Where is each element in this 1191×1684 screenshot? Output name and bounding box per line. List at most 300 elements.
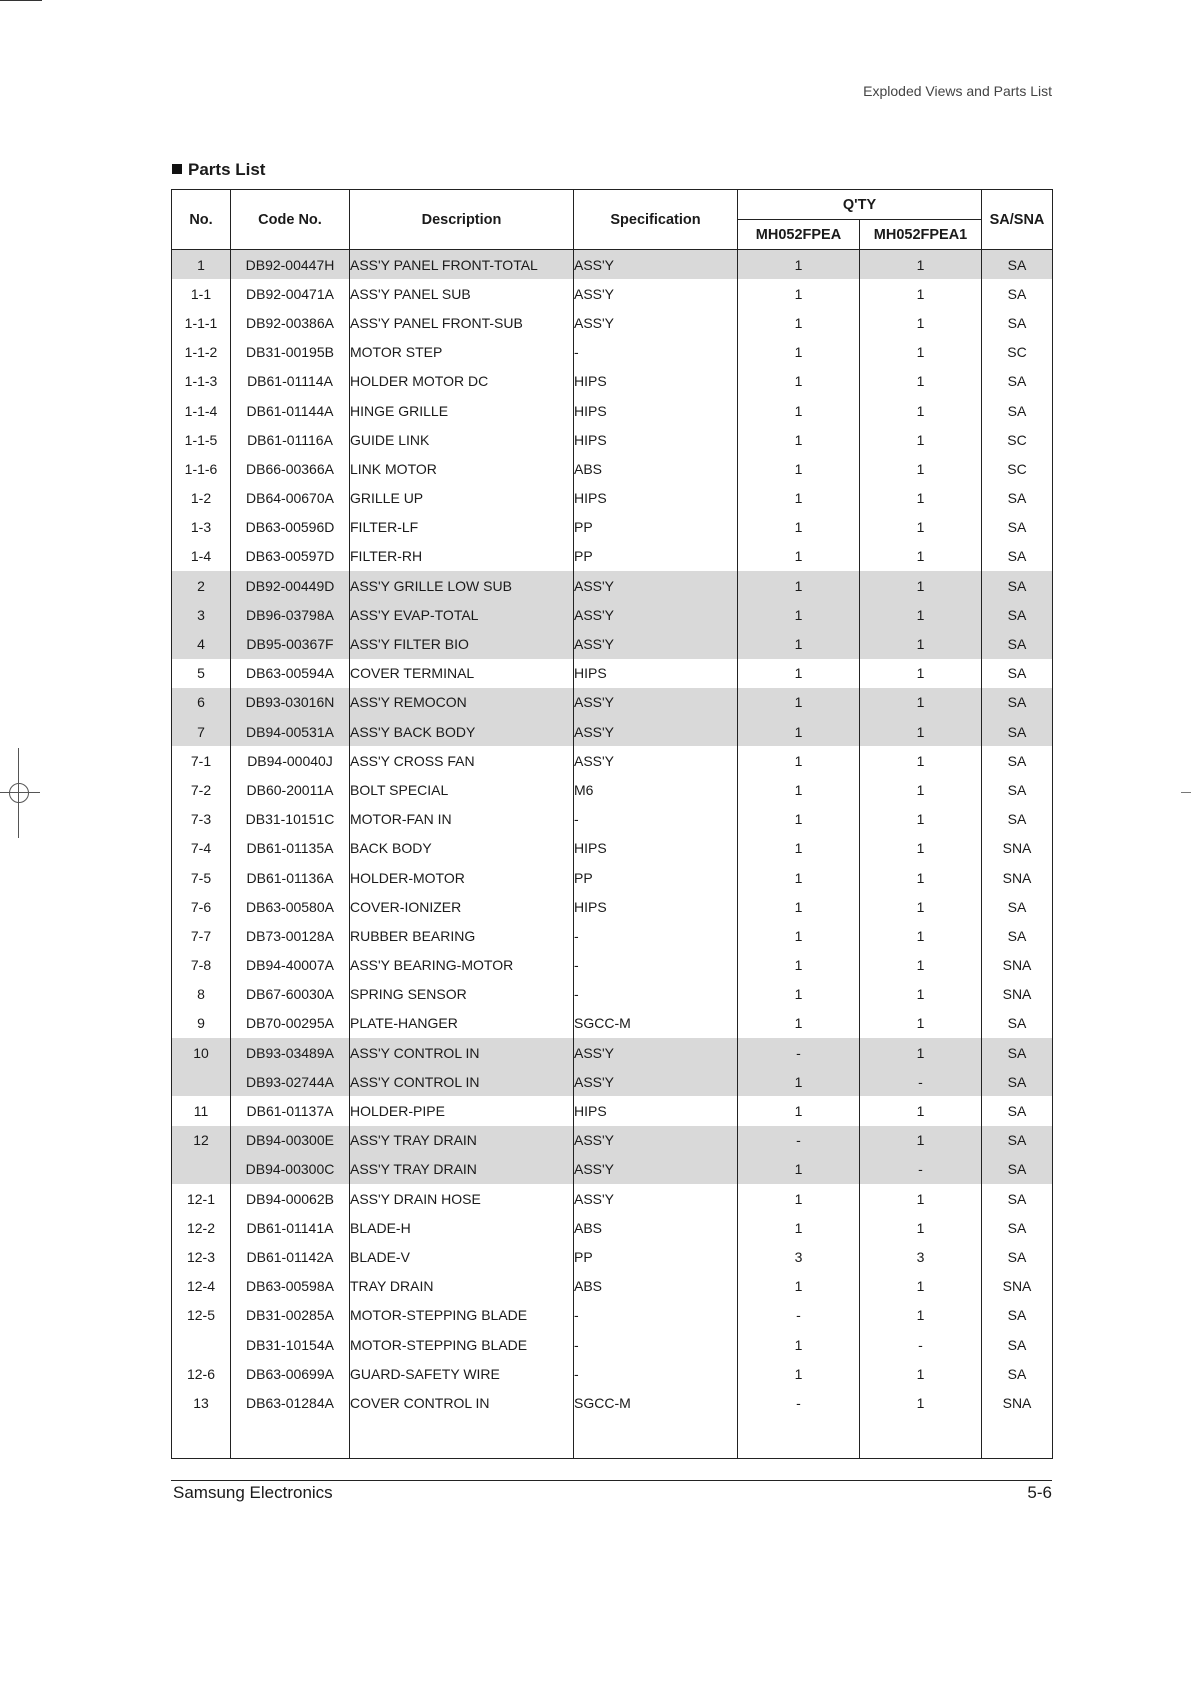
cell-specification: ASS'Y: [574, 746, 738, 775]
cell-qty-model-2: 1: [860, 367, 982, 396]
cell-qty-model-1: 1: [738, 367, 860, 396]
table-row: [172, 688, 1053, 717]
cell-specification: M6: [574, 775, 738, 804]
table-row: [172, 746, 1053, 775]
cell-code: DB31-00285A: [231, 1301, 350, 1330]
table-row: [172, 834, 1053, 863]
cell-sa-sna: SA: [982, 1155, 1053, 1184]
table-row: [172, 1038, 1053, 1067]
table-row: [172, 892, 1053, 921]
cell-qty-model-2: 1: [860, 834, 982, 863]
cell-no: 1: [172, 250, 231, 280]
cell-specification: HIPS: [574, 1096, 738, 1125]
cell-specification: -: [574, 980, 738, 1009]
cell-description: FILTER-LF: [350, 513, 574, 542]
cell-specification: ASS'Y: [574, 688, 738, 717]
cell-specification: PP: [574, 1242, 738, 1271]
cell-qty-model-2: 1: [860, 688, 982, 717]
cell-qty-model-1: 1: [738, 834, 860, 863]
cell-code: DB64-00670A: [231, 484, 350, 513]
cell-specification: HIPS: [574, 484, 738, 513]
cell-specification: -: [574, 805, 738, 834]
cell-description: SPRING SENSOR: [350, 980, 574, 1009]
cell-no: 1-1-3: [172, 367, 231, 396]
cell-specification: HIPS: [574, 425, 738, 454]
cell-specification: HIPS: [574, 367, 738, 396]
header-code: Code No.: [231, 190, 350, 250]
cell-sa-sna: SA: [982, 805, 1053, 834]
cell-specification: ASS'Y: [574, 279, 738, 308]
table-row: [172, 367, 1053, 396]
cell-no: [172, 1067, 231, 1096]
cell-qty-model-2: -: [860, 1067, 982, 1096]
cell-sa-sna: SA: [982, 1359, 1053, 1388]
table-row: [172, 1126, 1053, 1155]
cell-description: COVER-IONIZER: [350, 892, 574, 921]
cell-sa-sna: SA: [982, 775, 1053, 804]
cell-description: MOTOR-STEPPING BLADE: [350, 1301, 574, 1330]
cell-qty-model-2: 1: [860, 1388, 982, 1417]
cell-description: GUIDE LINK: [350, 425, 574, 454]
cell-code: DB95-00367F: [231, 629, 350, 658]
cell-qty-model-2: 1: [860, 542, 982, 571]
cell-sa-sna: SNA: [982, 1388, 1053, 1417]
header-model-1: MH052FPEA: [738, 220, 860, 250]
cell-description: ASS'Y CROSS FAN: [350, 746, 574, 775]
cell-qty-model-2: 1: [860, 951, 982, 980]
cell-qty-model-1: 1: [738, 1272, 860, 1301]
cell-description: ASS'Y DRAIN HOSE: [350, 1184, 574, 1213]
cell-code: DB94-00300E: [231, 1126, 350, 1155]
cell-qty-model-1: 1: [738, 629, 860, 658]
crop-mark: [0, 0, 42, 1]
cell-no: 1-1-1: [172, 308, 231, 337]
cell-specification: -: [574, 921, 738, 950]
cell-specification: HIPS: [574, 892, 738, 921]
empty-cell: [860, 1418, 982, 1459]
cell-sa-sna: SC: [982, 425, 1053, 454]
cell-qty-model-1: 1: [738, 951, 860, 980]
cell-qty-model-1: 1: [738, 425, 860, 454]
cell-qty-model-2: 1: [860, 1359, 982, 1388]
cell-code: DB94-00300C: [231, 1155, 350, 1184]
cell-sa-sna: SNA: [982, 951, 1053, 980]
cell-no: 1-2: [172, 484, 231, 513]
running-header: Exploded Views and Parts List: [863, 83, 1052, 99]
table-row: [172, 805, 1053, 834]
cell-qty-model-1: 1: [738, 805, 860, 834]
page-number: 5-6: [1027, 1483, 1052, 1502]
section-title: [172, 160, 265, 180]
cell-qty-model-1: 1: [738, 279, 860, 308]
cell-no: 1-1-5: [172, 425, 231, 454]
cell-qty-model-1: 1: [738, 338, 860, 367]
cell-description: BLADE-V: [350, 1242, 574, 1271]
cell-no: 12-2: [172, 1213, 231, 1242]
table-row: [172, 1272, 1053, 1301]
cell-description: ASS'Y REMOCON: [350, 688, 574, 717]
cell-code: DB94-00040J: [231, 746, 350, 775]
cell-qty-model-2: 1: [860, 1038, 982, 1067]
cell-description: ASS'Y BACK BODY: [350, 717, 574, 746]
cell-sa-sna: SA: [982, 513, 1053, 542]
table-row: [172, 308, 1053, 337]
cell-sa-sna: SA: [982, 1009, 1053, 1038]
cell-sa-sna: SA: [982, 542, 1053, 571]
empty-cell: [172, 1418, 231, 1459]
cell-qty-model-2: -: [860, 1330, 982, 1359]
table-row: [172, 1155, 1053, 1184]
cell-qty-model-1: 1: [738, 921, 860, 950]
table-row: [172, 863, 1053, 892]
cell-qty-model-2: 1: [860, 717, 982, 746]
header-model-2: MH052FPEA1: [860, 220, 982, 250]
cell-qty-model-1: 1: [738, 688, 860, 717]
cell-sa-sna: SNA: [982, 1272, 1053, 1301]
cell-qty-model-2: 1: [860, 1213, 982, 1242]
registration-tick: [1181, 792, 1191, 793]
cell-no: 7-1: [172, 746, 231, 775]
cell-code: DB61-01116A: [231, 425, 350, 454]
cell-code: DB60-20011A: [231, 775, 350, 804]
empty-cell: [574, 1418, 738, 1459]
cell-code: DB61-01144A: [231, 396, 350, 425]
cell-qty-model-1: 1: [738, 308, 860, 337]
cell-code: DB61-01136A: [231, 863, 350, 892]
cell-code: DB63-00594A: [231, 659, 350, 688]
cell-qty-model-1: 1: [738, 571, 860, 600]
cell-sa-sna: SA: [982, 746, 1053, 775]
table-row: [172, 1242, 1053, 1271]
cell-no: 7-3: [172, 805, 231, 834]
cell-description: RUBBER BEARING: [350, 921, 574, 950]
cell-description: GUARD-SAFETY WIRE: [350, 1359, 574, 1388]
cell-no: 1-4: [172, 542, 231, 571]
cell-no: 12-6: [172, 1359, 231, 1388]
table-row: [172, 921, 1053, 950]
cell-qty-model-2: 1: [860, 250, 982, 280]
cell-qty-model-1: 1: [738, 775, 860, 804]
cell-qty-model-1: 1: [738, 454, 860, 483]
cell-description: FILTER-RH: [350, 542, 574, 571]
header-specification: Specification: [574, 190, 738, 250]
cell-no: 12-4: [172, 1272, 231, 1301]
cell-no: 7-6: [172, 892, 231, 921]
cell-sa-sna: SA: [982, 1184, 1053, 1213]
cell-code: DB66-00366A: [231, 454, 350, 483]
cell-description: TRAY DRAIN: [350, 1272, 574, 1301]
cell-qty-model-1: -: [738, 1126, 860, 1155]
cell-description: HOLDER-MOTOR: [350, 863, 574, 892]
cell-specification: ASS'Y: [574, 1126, 738, 1155]
cell-sa-sna: SNA: [982, 834, 1053, 863]
cell-qty-model-2: 3: [860, 1242, 982, 1271]
cell-specification: PP: [574, 513, 738, 542]
cell-qty-model-2: 1: [860, 425, 982, 454]
cell-sa-sna: SA: [982, 1067, 1053, 1096]
table-row: [172, 1213, 1053, 1242]
cell-qty-model-2: 1: [860, 396, 982, 425]
cell-qty-model-1: -: [738, 1038, 860, 1067]
cell-description: ASS'Y TRAY DRAIN: [350, 1155, 574, 1184]
cell-description: ASS'Y EVAP-TOTAL: [350, 600, 574, 629]
cell-sa-sna: SA: [982, 1301, 1053, 1330]
cell-specification: HIPS: [574, 834, 738, 863]
cell-specification: -: [574, 1301, 738, 1330]
cell-no: 12: [172, 1126, 231, 1155]
table-row: [172, 1184, 1053, 1213]
parts-table: [171, 189, 1053, 1459]
cell-qty-model-2: 1: [860, 1009, 982, 1038]
cell-code: DB94-00062B: [231, 1184, 350, 1213]
cell-qty-model-2: 1: [860, 980, 982, 1009]
cell-no: 12-5: [172, 1301, 231, 1330]
table-row: [172, 425, 1053, 454]
table-row: [172, 629, 1053, 658]
table-row: [172, 1388, 1053, 1417]
cell-specification: ASS'Y: [574, 717, 738, 746]
cell-code: DB94-00531A: [231, 717, 350, 746]
table-row: [172, 571, 1053, 600]
cell-qty-model-2: 1: [860, 308, 982, 337]
cell-code: DB63-01284A: [231, 1388, 350, 1417]
cell-qty-model-1: 1: [738, 513, 860, 542]
cell-code: DB70-00295A: [231, 1009, 350, 1038]
cell-specification: ASS'Y: [574, 1067, 738, 1096]
cell-qty-model-2: 1: [860, 863, 982, 892]
cell-description: ASS'Y PANEL SUB: [350, 279, 574, 308]
cell-description: MOTOR-FAN IN: [350, 805, 574, 834]
cell-qty-model-1: 1: [738, 1330, 860, 1359]
cell-description: LINK MOTOR: [350, 454, 574, 483]
registration-mark-icon: [0, 748, 40, 838]
cell-no: 1-3: [172, 513, 231, 542]
cell-sa-sna: SA: [982, 1330, 1053, 1359]
cell-qty-model-1: 1: [738, 396, 860, 425]
cell-code: DB93-03489A: [231, 1038, 350, 1067]
cell-description: PLATE-HANGER: [350, 1009, 574, 1038]
cell-specification: ASS'Y: [574, 1155, 738, 1184]
cell-sa-sna: SA: [982, 571, 1053, 600]
cell-specification: SGCC-M: [574, 1388, 738, 1417]
cell-description: ASS'Y PANEL FRONT-TOTAL: [350, 250, 574, 280]
header-sa-sna: SA/SNA: [982, 190, 1053, 250]
cell-description: BACK BODY: [350, 834, 574, 863]
cell-sa-sna: SC: [982, 338, 1053, 367]
footer-company: Samsung Electronics: [173, 1483, 333, 1502]
cell-code: DB93-02744A: [231, 1067, 350, 1096]
cell-sa-sna: SA: [982, 484, 1053, 513]
empty-cell: [982, 1418, 1053, 1459]
cell-description: HINGE GRILLE: [350, 396, 574, 425]
cell-qty-model-1: -: [738, 1301, 860, 1330]
cell-qty-model-2: 1: [860, 513, 982, 542]
cell-qty-model-2: 1: [860, 454, 982, 483]
cell-qty-model-1: 1: [738, 1213, 860, 1242]
table-row: [172, 542, 1053, 571]
table-row: [172, 396, 1053, 425]
cell-specification: PP: [574, 863, 738, 892]
cell-specification: -: [574, 1330, 738, 1359]
table-row: [172, 338, 1053, 367]
header-no: No.: [172, 190, 231, 250]
cell-specification: ASS'Y: [574, 1038, 738, 1067]
cell-code: DB67-60030A: [231, 980, 350, 1009]
cell-specification: ASS'Y: [574, 250, 738, 280]
table-row: [172, 1067, 1053, 1096]
cell-no: [172, 1330, 231, 1359]
table-row: [172, 279, 1053, 308]
cell-qty-model-2: 1: [860, 484, 982, 513]
cell-code: DB63-00597D: [231, 542, 350, 571]
parts-table-header: [172, 190, 1053, 250]
table-row: [172, 1359, 1053, 1388]
parts-table-body: [172, 250, 1053, 1459]
cell-no: 9: [172, 1009, 231, 1038]
table-row: [172, 951, 1053, 980]
section-title-text: Parts List: [188, 160, 266, 179]
table-row: [172, 454, 1053, 483]
cell-no: 12-3: [172, 1242, 231, 1271]
cell-sa-sna: SA: [982, 279, 1053, 308]
cell-description: GRILLE UP: [350, 484, 574, 513]
square-bullet-icon: [172, 164, 182, 174]
cell-no: 7-5: [172, 863, 231, 892]
cell-specification: SGCC-M: [574, 1009, 738, 1038]
cell-code: DB92-00386A: [231, 308, 350, 337]
cell-no: 1-1-2: [172, 338, 231, 367]
cell-qty-model-1: 1: [738, 746, 860, 775]
cell-qty-model-2: 1: [860, 279, 982, 308]
cell-no: 2: [172, 571, 231, 600]
cell-qty-model-2: 1: [860, 338, 982, 367]
cell-specification: -: [574, 338, 738, 367]
table-row: [172, 659, 1053, 688]
cell-sa-sna: SA: [982, 367, 1053, 396]
cell-qty-model-1: 1: [738, 1359, 860, 1388]
cell-qty-model-2: 1: [860, 629, 982, 658]
cell-description: HOLDER MOTOR DC: [350, 367, 574, 396]
table-row: [172, 513, 1053, 542]
cell-sa-sna: SA: [982, 1213, 1053, 1242]
cell-specification: ASS'Y: [574, 308, 738, 337]
table-filler-row: [172, 1418, 1053, 1459]
cell-description: MOTOR-STEPPING BLADE: [350, 1330, 574, 1359]
cell-no: 7: [172, 717, 231, 746]
cell-qty-model-1: 1: [738, 250, 860, 280]
cell-qty-model-1: 1: [738, 1155, 860, 1184]
header-qty: Q'TY: [738, 190, 982, 220]
cell-sa-sna: SA: [982, 688, 1053, 717]
cell-specification: ABS: [574, 1213, 738, 1242]
cell-qty-model-1: 1: [738, 1184, 860, 1213]
cell-qty-model-1: 1: [738, 717, 860, 746]
cell-qty-model-2: 1: [860, 1184, 982, 1213]
cell-no: 10: [172, 1038, 231, 1067]
cell-code: DB92-00449D: [231, 571, 350, 600]
table-row: [172, 250, 1053, 280]
cell-description: BOLT SPECIAL: [350, 775, 574, 804]
cell-no: 5: [172, 659, 231, 688]
cell-code: DB61-01137A: [231, 1096, 350, 1125]
cell-specification: ABS: [574, 1272, 738, 1301]
cell-sa-sna: SNA: [982, 863, 1053, 892]
cell-specification: -: [574, 1359, 738, 1388]
cell-qty-model-2: 1: [860, 659, 982, 688]
cell-no: 4: [172, 629, 231, 658]
cell-qty-model-1: 1: [738, 600, 860, 629]
cell-code: DB63-00699A: [231, 1359, 350, 1388]
cell-description: ASS'Y PANEL FRONT-SUB: [350, 308, 574, 337]
cell-qty-model-1: 1: [738, 484, 860, 513]
table-row: [172, 484, 1053, 513]
cell-sa-sna: SA: [982, 600, 1053, 629]
cell-qty-model-2: 1: [860, 1272, 982, 1301]
cell-no: 7-7: [172, 921, 231, 950]
cell-sa-sna: SA: [982, 892, 1053, 921]
cell-code: DB31-10154A: [231, 1330, 350, 1359]
cell-no: 8: [172, 980, 231, 1009]
cell-qty-model-2: 1: [860, 921, 982, 950]
cell-code: DB63-00596D: [231, 513, 350, 542]
cell-code: DB31-10151C: [231, 805, 350, 834]
cell-description: ASS'Y CONTROL IN: [350, 1038, 574, 1067]
cell-description: ASS'Y GRILLE LOW SUB: [350, 571, 574, 600]
cell-qty-model-2: 1: [860, 1301, 982, 1330]
cell-specification: -: [574, 951, 738, 980]
cell-code: DB61-01141A: [231, 1213, 350, 1242]
cell-sa-sna: SA: [982, 1038, 1053, 1067]
cell-code: DB96-03798A: [231, 600, 350, 629]
cell-qty-model-1: 1: [738, 659, 860, 688]
cell-qty-model-2: 1: [860, 600, 982, 629]
cell-qty-model-2: 1: [860, 746, 982, 775]
cell-qty-model-1: 1: [738, 1067, 860, 1096]
cell-code: DB61-01114A: [231, 367, 350, 396]
cell-specification: ASS'Y: [574, 600, 738, 629]
cell-no: 1-1-4: [172, 396, 231, 425]
table-row: [172, 1096, 1053, 1125]
cell-sa-sna: SA: [982, 659, 1053, 688]
cell-sa-sna: SA: [982, 629, 1053, 658]
cell-code: DB31-00195B: [231, 338, 350, 367]
cell-no: 6: [172, 688, 231, 717]
cell-code: DB92-00471A: [231, 279, 350, 308]
cell-description: ASS'Y FILTER BIO: [350, 629, 574, 658]
table-row: [172, 775, 1053, 804]
cell-sa-sna: SA: [982, 1126, 1053, 1155]
cell-description: HOLDER-PIPE: [350, 1096, 574, 1125]
cell-sa-sna: SNA: [982, 980, 1053, 1009]
cell-description: COVER TERMINAL: [350, 659, 574, 688]
cell-description: COVER CONTROL IN: [350, 1388, 574, 1417]
header-description: Description: [350, 190, 574, 250]
cell-no: 12-1: [172, 1184, 231, 1213]
cell-no: 1-1: [172, 279, 231, 308]
cell-qty-model-2: -: [860, 1155, 982, 1184]
table-row: [172, 980, 1053, 1009]
cell-no: 11: [172, 1096, 231, 1125]
cell-specification: HIPS: [574, 659, 738, 688]
cell-specification: ASS'Y: [574, 571, 738, 600]
empty-cell: [231, 1418, 350, 1459]
table-row: [172, 717, 1053, 746]
cell-sa-sna: SA: [982, 921, 1053, 950]
empty-cell: [350, 1418, 574, 1459]
cell-qty-model-1: 1: [738, 542, 860, 571]
table-row: [172, 1330, 1053, 1359]
cell-code: DB92-00447H: [231, 250, 350, 280]
